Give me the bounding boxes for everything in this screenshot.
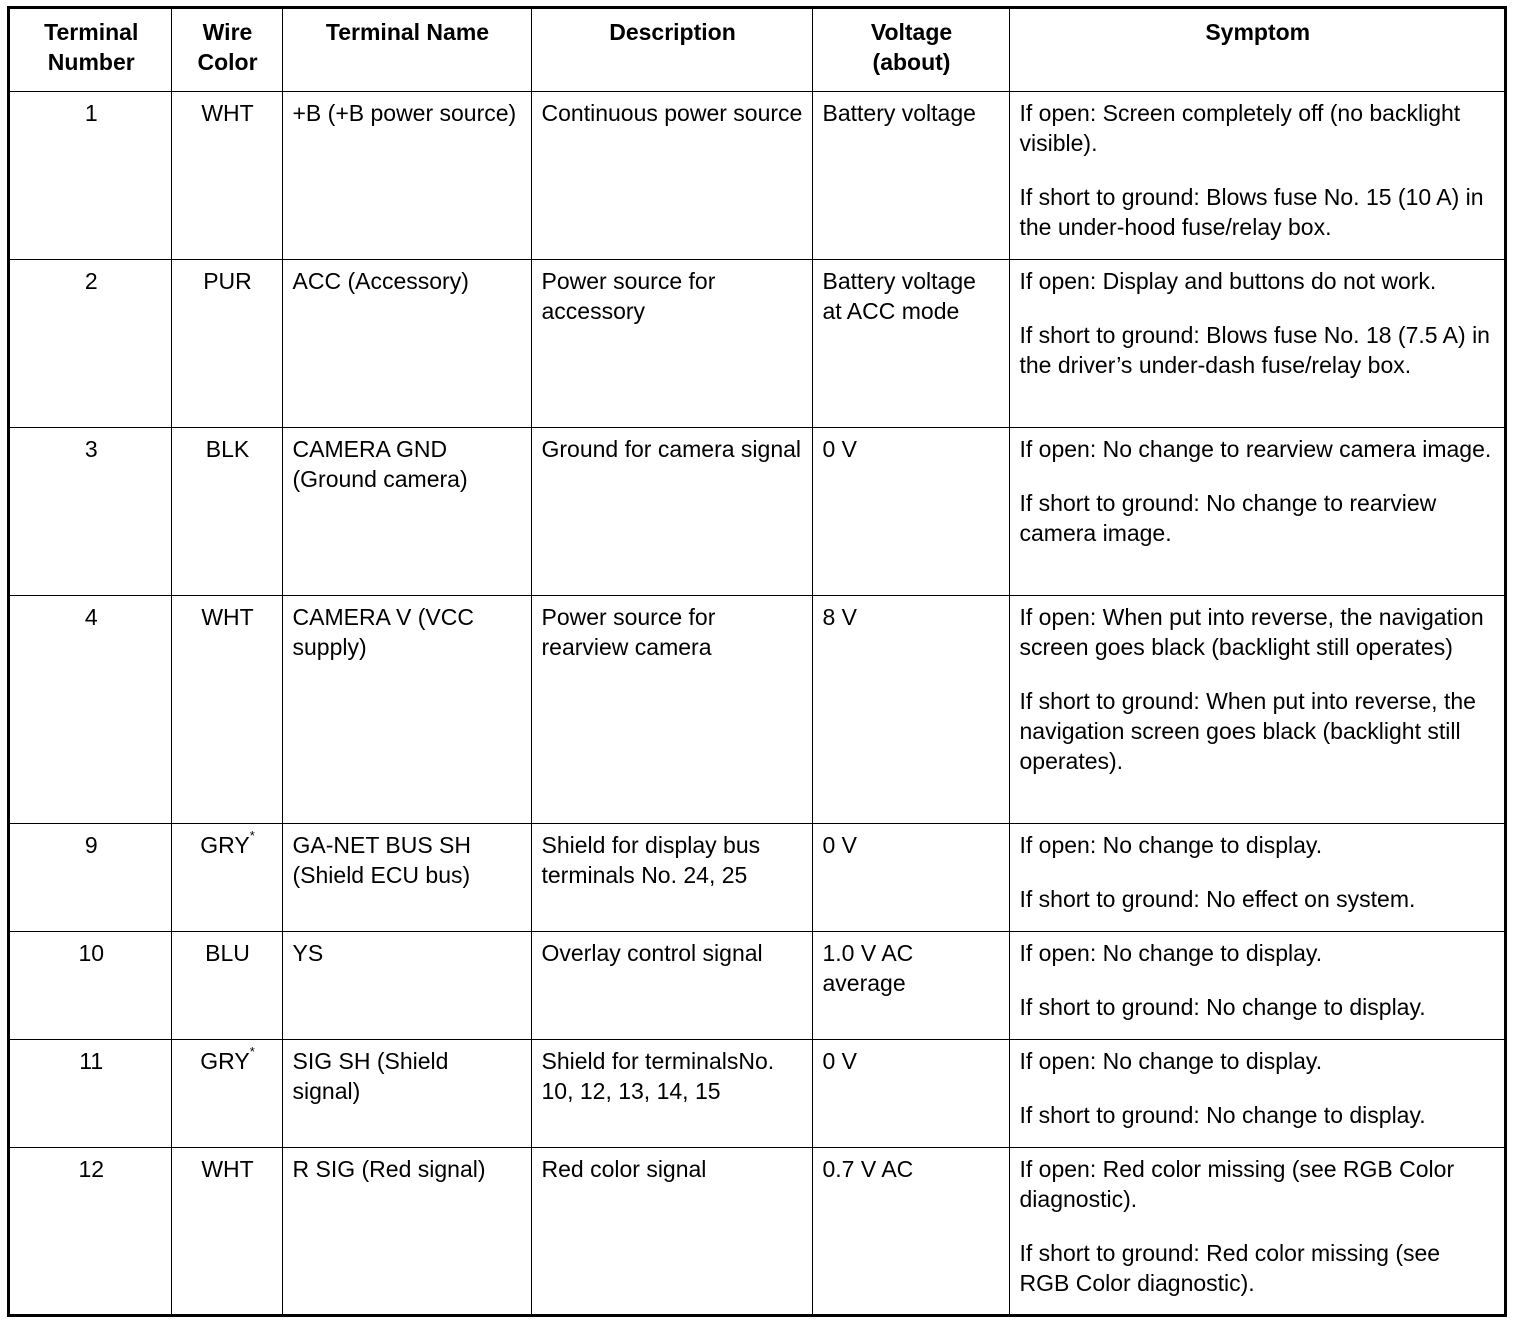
wire-color: WHT bbox=[201, 1156, 254, 1182]
voltage-cell: 1.0 V AC average bbox=[812, 932, 1009, 1040]
symptom-if-short: If short to ground: When put into reverse, the navigation screen goes black (backlight still operates). bbox=[1019, 688, 1476, 774]
symptom-cell bbox=[1009, 260, 1504, 428]
wire-color-cell bbox=[171, 932, 282, 1040]
terminal-number: 2 bbox=[84, 268, 98, 294]
voltage-cell: 8 V bbox=[812, 596, 1009, 824]
wire-color-cell bbox=[171, 1040, 282, 1148]
wire-color: WHT bbox=[201, 100, 254, 126]
voltage-cell: 0 V bbox=[812, 428, 1009, 596]
voltage-cell: Battery voltage at ACC mode bbox=[812, 260, 1009, 428]
terminal-number-cell bbox=[10, 428, 171, 596]
terminal-number: 3 bbox=[84, 436, 98, 462]
symptom-if-short: If short to ground: Blows fuse No. 18 (7.5 A) in the driver’s under-dash fuse/relay box. bbox=[1019, 322, 1490, 378]
symptom-if-open: If open: No change to display. bbox=[1019, 1048, 1323, 1074]
table-row bbox=[10, 1148, 1504, 1316]
symptom-cell bbox=[1009, 1040, 1504, 1148]
terminal-name-cell: YS bbox=[282, 932, 531, 1040]
symptom-if-short: If short to ground: Red color missing (see RGB Color diagnostic). bbox=[1019, 1240, 1441, 1296]
terminal-number-cell bbox=[10, 1040, 171, 1148]
terminal-number-cell bbox=[10, 92, 171, 260]
description-cell: Overlay control signal bbox=[531, 932, 812, 1040]
symptom-if-open: If open: No change to rearview camera image. bbox=[1019, 436, 1492, 462]
description-cell: Power source for rearview camera bbox=[531, 596, 812, 824]
terminal-number-cell bbox=[10, 824, 171, 932]
wire-color: GRY bbox=[200, 832, 250, 858]
terminal-number: 9 bbox=[84, 832, 98, 858]
description-cell: Shield for display bus terminals No. 24, 25 bbox=[531, 824, 812, 932]
description-cell: Continuous power source bbox=[531, 92, 812, 260]
table-row bbox=[10, 260, 1504, 428]
header-terminal-number: Terminal Number bbox=[10, 9, 171, 92]
header-voltage: Voltage (about) bbox=[812, 9, 1009, 92]
description-cell: Shield for terminalsNo. 10, 12, 13, 14, 15 bbox=[531, 1040, 812, 1148]
symptom-if-short: If short to ground: Blows fuse No. 15 (10 A) in the under-hood fuse/relay box. bbox=[1019, 184, 1484, 240]
wire-color-cell bbox=[171, 824, 282, 932]
table-row bbox=[10, 1040, 1504, 1148]
wire-footnote-marker: * bbox=[249, 1044, 255, 1059]
symptom-if-short: If short to ground: No change to display. bbox=[1019, 1102, 1426, 1128]
symptom-cell bbox=[1009, 932, 1504, 1040]
voltage-cell: Battery voltage bbox=[812, 92, 1009, 260]
description-cell: Ground for camera signal bbox=[531, 428, 812, 596]
terminal-number: 11 bbox=[79, 1048, 104, 1074]
symptom-if-open: If open: When put into reverse, the navigation screen goes black (backlight still operates) bbox=[1019, 604, 1484, 660]
terminal-name-cell: R SIG (Red signal) bbox=[282, 1148, 531, 1316]
wire-color-cell bbox=[171, 92, 282, 260]
table-row bbox=[10, 932, 1504, 1040]
wire-color: WHT bbox=[201, 604, 254, 630]
terminal-name-cell: GA-NET BUS SH (Shield ECU bus) bbox=[282, 824, 531, 932]
terminal-table bbox=[10, 9, 1504, 1316]
symptom-if-open: If open: Screen completely off (no backlight visible). bbox=[1019, 100, 1461, 156]
wire-color: BLK bbox=[205, 436, 250, 462]
terminal-number-cell bbox=[10, 596, 171, 824]
terminal-name-cell: SIG SH (Shield signal) bbox=[282, 1040, 531, 1148]
terminal-number-cell bbox=[10, 1148, 171, 1316]
wire-color: PUR bbox=[203, 268, 252, 294]
symptom-if-short: If short to ground: No change to rearview camera image. bbox=[1019, 490, 1437, 546]
wire-color-cell bbox=[171, 428, 282, 596]
table-row bbox=[10, 596, 1504, 824]
terminal-number: 10 bbox=[78, 940, 105, 966]
terminal-name-cell: CAMERA V (VCC supply) bbox=[282, 596, 531, 824]
symptom-cell bbox=[1009, 428, 1504, 596]
voltage-cell: 0.7 V AC bbox=[812, 1148, 1009, 1316]
terminal-number: 12 bbox=[78, 1156, 105, 1182]
wire-footnote-marker: * bbox=[249, 828, 255, 843]
symptom-cell bbox=[1009, 824, 1504, 932]
terminal-number: 1 bbox=[84, 100, 98, 126]
table-row bbox=[10, 824, 1504, 932]
table-row bbox=[10, 92, 1504, 260]
terminal-number-cell bbox=[10, 932, 171, 1040]
terminal-number-cell bbox=[10, 260, 171, 428]
wire-color: BLU bbox=[205, 940, 250, 966]
voltage-cell: 0 V bbox=[812, 824, 1009, 932]
wire-color-cell bbox=[171, 596, 282, 824]
table-row bbox=[10, 428, 1504, 596]
symptom-if-short: If short to ground: No effect on system. bbox=[1019, 886, 1416, 912]
terminal-number: 4 bbox=[84, 604, 98, 630]
wire-color-cell bbox=[171, 1148, 282, 1316]
header-wire-color: Wire Color bbox=[171, 9, 282, 92]
symptom-cell bbox=[1009, 92, 1504, 260]
header-row bbox=[10, 9, 1504, 92]
description-cell: Power source for accessory bbox=[531, 260, 812, 428]
terminal-name-cell: +B (+B power source) bbox=[282, 92, 531, 260]
symptom-if-open: If open: Display and buttons do not work. bbox=[1019, 268, 1437, 294]
voltage-cell: 0 V bbox=[812, 1040, 1009, 1148]
symptom-cell bbox=[1009, 596, 1504, 824]
header-symptom: Symptom bbox=[1009, 9, 1504, 92]
symptom-cell bbox=[1009, 1148, 1504, 1316]
symptom-if-open: If open: No change to display. bbox=[1019, 832, 1323, 858]
description-cell: Red color signal bbox=[531, 1148, 812, 1316]
symptom-if-open: If open: No change to display. bbox=[1019, 940, 1323, 966]
terminal-table-frame bbox=[7, 6, 1507, 1317]
terminal-name-cell: CAMERA GND (Ground camera) bbox=[282, 428, 531, 596]
header-description: Description bbox=[531, 9, 812, 92]
terminal-name-cell: ACC (Accessory) bbox=[282, 260, 531, 428]
header-terminal-name: Terminal Name bbox=[282, 9, 531, 92]
wire-color-cell bbox=[171, 260, 282, 428]
symptom-if-short: If short to ground: No change to display. bbox=[1019, 994, 1426, 1020]
wire-color: GRY bbox=[200, 1048, 250, 1074]
symptom-if-open: If open: Red color missing (see RGB Color diagnostic). bbox=[1019, 1156, 1455, 1212]
